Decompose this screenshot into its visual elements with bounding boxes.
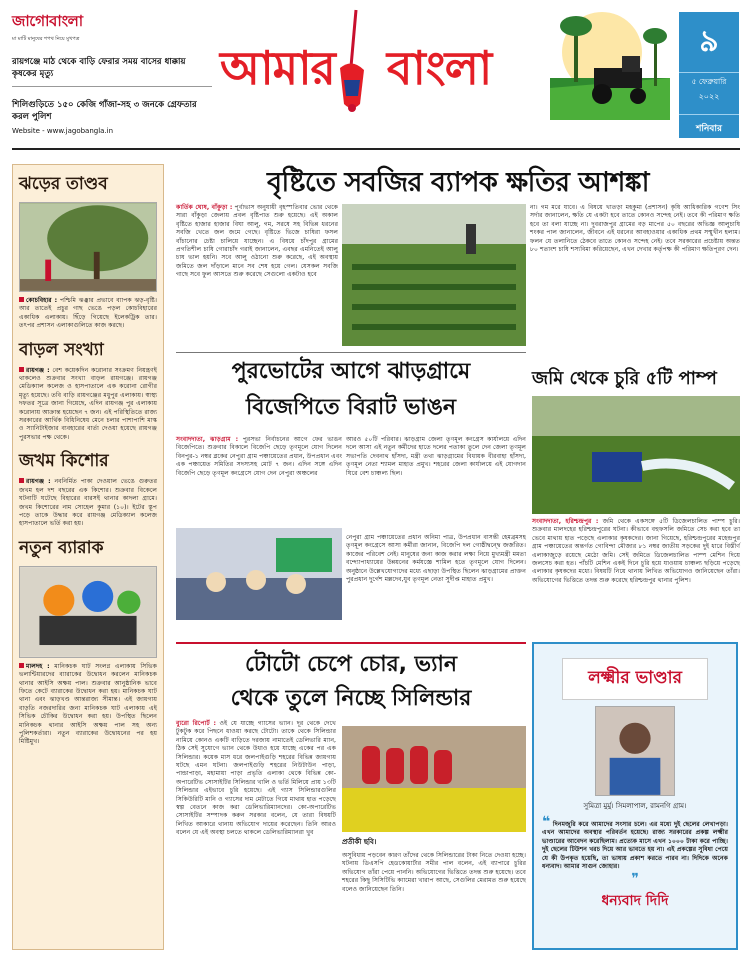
brief-title: নতুন ব্যারাক	[19, 537, 104, 558]
byline: সংবাদদাতা, হরিশ্চন্দ্রপুর :	[532, 518, 599, 525]
story3-photo	[532, 396, 740, 514]
thanks-text: ধন্যবাদ দিদি	[601, 893, 669, 910]
lead-headline[interactable]: বৃষ্টিতে সবজির ব্যাপক ক্ষতির আশঙ্কা	[266, 167, 650, 198]
story4-col-b: অসুবিধায় পড়বেন কারণ তাঁদের থেকে সিলিন্ডারের টাকা নিতে দেওয়া হচ্ছে। ঘটনায় ডিএসপি হেডকোয়ার্টার সমীর পাল বলেন, এই ব্যাপারে চুরির অভিযোগ তাঁরা পেয়ে পাননি। অভিযোগের ভিত্তিতে তদন্ত শুরু হয়েছে। তবে শহরের কিছু সিসিটিভি ক্যামেরা খারাপ আছে, সেগুলির মেরামত শুরু হয়েছে বলেও জানিয়েছেন তিনি।	[342, 852, 526, 893]
brief-body: রায়গঞ্জ : নবনির্মিত পাকা দেওয়াল ভেঙে গুরুতর জখম হল দশ বছরের এক কিশোর। শুক্রবার বিকেলে ঘটনাটি ঘটেছে বিহারের বারসই থানার কাদলা গ্রামে। জখম কিশোরের নাম সোহেল কুমার (১০)। ইটের স্তূপ পড়ে তাকে উদ্ধার করে রায়গঞ্জ মেডিক্যাল কলেজ হাসপাতালে ভর্তি করা হয়।	[19, 478, 157, 528]
issue-number: ৯	[699, 24, 719, 59]
brief-body: কোচবিহার : পশ্চিমি ঝঞ্ঝার প্রভাবে ব্যাপক ঝড়-বৃষ্টি। আর তাতেই প্রচুর গাছ ভেঙে পড়ল কোচবিহারের একাধিক এলাকায়। ছিঁড়ে গিয়েছে ইলেকট্রিক তার। তৎপর প্রশাসন এলাকাগুলিতে কাজ করছে।	[19, 297, 158, 330]
byline: সংবাদদাতা, ঝাড়গ্রাম :	[176, 436, 239, 443]
story2-photo	[176, 528, 342, 620]
brief-photo	[19, 202, 157, 292]
lead-photo	[342, 204, 526, 346]
brand-tagline: মা মাটি মানুষের শপথ নিয়ে মুখপত্র	[12, 36, 80, 42]
divider	[176, 642, 526, 644]
woman-portrait	[595, 706, 675, 796]
issue-date: ৫ ফেব্রুয়ারি	[679, 72, 739, 89]
brief-body: রায়গঞ্জ : বেশ কয়েকদিন করোনার সংক্রমণ নিয়ন্ত্রণই থাকলেও শুক্রবার সংখ্যা বাড়ল রায়গঞ্জে। রায়গঞ্জ মেডিক্যাল কলেজ ও হাসপাতালে এক করোনা রোগীর মৃত্যু হয়েছে। তবি বাড়ি রায়গঞ্জের মধুপুর এলাকায়। স্বাস্থ্য দফতর সূত্রে জানা গিয়েছে, এদিন রায়গঞ্জ পুর এলাকায় করোনায় আক্রান্ত হয়েছেন ৭ জন। এই পরিস্থিতিতে রাজ্য সরকারের আর্থিক বিধিনিষেধ মেনে চলার পাশাপাশি মাস্ক ও স্যানিটাইজার ব্যবহারের বার্তা দেওয়া হয়েছে রায়গঞ্জ পুরসভার পক্ষ থেকে।	[19, 366, 157, 441]
issue-year: ২০২২	[698, 92, 720, 101]
story2-col-b: আরও ৫০টি পরিবার। ঝাড়গ্রাম জেলা তৃণমূল কংগ্রেস কার্যালয়ে এদিন দলে আসা এই নতুন কর্মীদের হাতে দলের পতাকা তুলে দেন জেলা তৃণমূল সভাপতি দেবনাথ হাঁসদা, মন্ত্রী তথা ঝাড়গ্রামের বিধায়ক বীরবাহা হাঁসদা, তৃণমূল নেতা শ্যামল মাহাত প্রমুখ। শহরের জেলা কার্যালয়ে এই যোগদান ঘিরে বেশ চাঞ্চল্য ছিল।	[346, 436, 526, 477]
brief-title: ঝড়ের তাণ্ডব	[19, 174, 108, 194]
story2-headline[interactable]: পুরভোটের আগে ঝাড়গ্রামে বিজেপিতে বিরাট ভাঙন	[231, 359, 471, 420]
story3-body: সংবাদদাতা, হরিশ্চন্দ্রপুর : জমি থেকে একসঙ্গে ৫টি ডিজেলচালিত পাম্প চুরি। শুক্রবার মালদহের হরিশ্চন্দ্রপুরের ঘটনা। কীভাবে বহুফসলি জমিতে সেচ করা হবে তা ভেবে মাথায় হাত পড়েছে এলাকার কৃষকদের। জানা গিয়েছে, হরিশ্চন্দ্রপুরের মহেন্দ্রপুর গ্রাম পঞ্চায়েতের অন্তর্গত গোবিন্দা মৌজার ৮১ নম্বর জাতীয় সড়কের দুই ধারে বিস্তীর্ণ এলাকাজুড়ে রয়েছে মেঠো জমি। সেই জমিতে ডিজেলচালিত পাম্প মেশিন দিয়ে জলসেচ করা হত। পাঁচটি মেশিন একই দিনে চুরি হয়ে যাওয়ায় চাঞ্চল্য ছড়িয়ে পড়েছে এলাকার কৃষকদের মধ্যে। বিষয়টি নিয়ে থানায় লিখিত অভিযোগও জানিয়েছেন তাঁরা। অভিযোগের ভিত্তিতে তদন্ত শুরু করেছে হরিশ্চন্দ্রপুর থানার পুলিশ।	[532, 518, 741, 584]
gas-cylinder-icon	[342, 726, 526, 832]
byline: ব্যুরো রিপোর্ট :	[176, 720, 216, 727]
vegetable-field-icon	[342, 204, 526, 346]
story4-col-a: ব্যুরো রিপোর্ট : ওই যে যাচ্ছে গ্যাসের ভ্যান। দূর থেকে দেখে টুকটুক করে পিছনে ধাওয়া করছে টোটো। তাকে থেকে সিলিন্ডার নামিয়ে কোনও একটি বাড়িতে দরজায় নামাতেই ডেলিভারি ম্যান, ঠিক সেই সুযোগে ভ্যান থেকে উধাও হয়ে যাচ্ছে একের পর এক সিলিন্ডার। কয়েক মাস ধরে জলপাইগুড়ি শহরের বিভিন্ন জায়গায় ঘটছে এমন ঘটনা। জলপাইগুড়ি শহরের নিউটাউন পাড়া, পান্ডাপাড়া, মহামায়া পাড়া প্রভৃতি এলাকা থেকে বিভিন্ন কো-অপারেটিভ সোসাইটির সিলিন্ডার খালি ও ভর্তি মিলিয়ে প্রায় ১৩টি সিলিন্ডার এইভাবে চুরি হয়েছে। এই গ্যাস সিলিন্ডারগুলির সিকিউরিটি মানি ও গ্যাসের দাম মেটাতে গিয়ে মাথায় হাত পড়েছে স্বল্প বেতনে কাজ করা ডেলিভারিম্যানদের। কো-অপারেটিভ সোসাইটির সম্পাদক করুন সরকার বলেন, যে তারা বিষয়টি লিখিত আকারে থানায় অভিযোগ দায়ের করেছেন। তিনি আরও বলেন যে এই অবস্থা চলতে থাকলে ডেলিভারিম্যানরা খুব	[176, 720, 336, 837]
date-box	[679, 12, 739, 138]
person-icon	[596, 707, 674, 795]
party-flag-icon	[176, 528, 342, 620]
story2-col-a: সংবাদদাতা, ঝাড়গ্রাম : পুরসভা নির্বাচনের আগে ফের ভাঙন বিজেপিতে। শুক্রবার বিকালে বিজেপি ছেড়ে তৃণমূলে যোগ দিলেন বিনপুর-১ নম্বর ব্লকের নেপুরা গ্রাম পঞ্চায়েতের প্রধান, উপপ্রধান এবং এক পঞ্চায়েত সমিতির সদস্যসহ মোট ৭ জন। এদিন সঙ্গে এদিন বিজেপি ছেড়ে তৃণমূল কংগ্রেসে যোগ দেন নেপুরা অঞ্চলের	[176, 436, 342, 477]
title-left: আমার	[220, 41, 335, 95]
photo-caption: প্রতীকী ছবি।	[342, 838, 377, 846]
water-pump-icon	[532, 396, 740, 514]
brief-body: মালদহ : মানিকচক ঘাট সংলগ্ন এলাকায় সিভিক ভলান্টিয়ারদের ব্যারাকের উদ্বোধন করলেন মানিকচক থানার আইসি অক্ষয় পাল। শুক্রবার আনুষ্ঠানিক ভাবে ফিতে কেটে ব্যারাকের উদ্বোধন করা হয়। মানিকচক ঘাট থানা এবং ঝাড়খণ্ড আন্তরাজ্য সীমান্ত। এই জায়গায় বাড়তি নজরদারির জন্য মানিকচক ঘাট এলাকায় এই সিভিক চৌকির উদ্বোধন করা হয়। উপস্থিত ছিলেন মানিকচক থানার আইসি অক্ষয় পাল সহ অন্য পুলিশকর্তারা। নতুন ব্যারাকের উদ্বোধনের পর হয় মিষ্টিমুখ।	[19, 662, 157, 746]
story3-headline[interactable]: জমি থেকে চুরি ৫টি পাম্প	[532, 368, 717, 389]
lakshmir-bhandar-box	[532, 642, 738, 950]
brief-title: বাড়ল সংখ্যা	[19, 339, 104, 360]
quote-open-icon: ❝	[542, 814, 551, 830]
testimonial-quote: ❝ দিনমজুরি করে আমাদের সংসার চলে। এর মধ্যে দুই ছেলের লেখাপড়া। এখন আমাদের অবস্থার পরিবর্তন হয়েছে। রাজ্য সরকারের প্রকল্প লক্ষ্মীর ভাণ্ডারের আবেদন করেছিলাম। প্রত্যেক মাসে এখন ১০০০ টাকা করে পাচ্ছি। দুই ছেলের টিউশন খরচ দিয়ে আর ভাবতে হয় না। এই প্রকল্পের সুবিধা পেয়ে যে কী উপকৃত হয়েছি, তা ভাষায় প্রকাশ করতে পারব না। দিদিকে অনেক ধন্যবাদ। আমার সাগুন জোহার।	[542, 814, 728, 871]
story2-col-c: নেপুরা গ্রাম পঞ্চায়েতের প্রধান অনিমা পাত্র, উপপ্রধান বাসন্তী হেমব্রমসহ তৃণমূল কংগ্রেসে আসা কর্মীরা জানান, বিজেপি দল গোষ্ঠীদ্বন্দ্বে জর্জরিত। কাজের পরিবেশ নেই। মানুষের জন্য কাজ করার লক্ষ্য নিয়ে মুখ্যমন্ত্রী মমতা বন্দ্যোপাধ্যায়ের উন্নয়নের কর্মযজ্ঞে শামিল হতে তৃণমূলে যোগ দিলেন। অনুষ্ঠানে উল্লেখযোগ্যদের মধ্যে এছাড়া উপস্থিত ছিলেন ঝাড়গ্রামের প্রাক্তন পুরপ্রধান দুর্গেশ মল্লদেব,যুব তৃণমূল নেতা সুদীপ্ত মাহাত প্রমুখ।	[346, 534, 526, 584]
brief-photo	[19, 566, 157, 658]
masthead	[0, 0, 750, 152]
story4-photo	[342, 726, 526, 832]
story1-col-a: কার্তিক ঘোষ, বাঁকুড়া : পূর্বাভাস অনুযায়ী বৃহস্পতিবার ভোর থেকে সারা বাঁকুড়া জেলায় প্রবল বৃষ্টিপাত শুরু হয়েছে। এই অকাল বৃষ্টিতে হাজার হাজার বিঘা আলু, গম, সরষে সহ বিভিন্ন ধরনের সবজি খেতে জল জমে গেছে। বৃষ্টিতে ভিজে চাষিরা ফসল বাঁচানোর চেষ্টা চালিয়ে যাচ্ছেন। এ বিষয়ে চাঁদপুর গ্রামের প্রগতিশীল চাষি গোরাচাঁদ গরাই জানালেন, এবছর এমনিতেই আলু চাষ ভাল হয়নি। সবে আলু ওঠানো শুরু করেছে, এই অবস্থায় জমিতে জল দাঁড়ালে মানে সব শেষ হয়ে গেল। যেসকল সবজি গাছে সবে ফুল আসতে শুরু করেছে সেগুলো একটাও হবে	[176, 204, 339, 279]
balloons-icon	[20, 567, 156, 657]
teaser-headline[interactable]: শিলিগুড়িতে ১৫০ কেজি গাঁজা-সহ ৩ জনকে গ্রেফতার করল পুলিশ	[12, 100, 197, 122]
lakshmir-bhandar-title: লক্ষ্মীর ভাণ্ডার	[562, 658, 708, 700]
story4-headline[interactable]: টোটো চেপে চোর, ভ্যান থেকে তুলে নিচ্ছে সিলিন্ডার	[230, 652, 472, 711]
teaser-headline[interactable]: রায়গঞ্জে মাঠ থেকে বাড়ি ফেরার সময় বাসের ধাক্কায় কৃষকের মৃত্যু	[12, 57, 186, 79]
brand-logo: জাগোবাংলা	[12, 12, 83, 30]
brief-title: জখম কিশোর	[19, 451, 109, 472]
title-right: বাংলা	[386, 41, 492, 95]
issue-weekday: শনিবার	[679, 114, 739, 136]
header-divider	[12, 148, 740, 150]
divider	[176, 352, 526, 353]
byline: কার্তিক ঘোষ, বাঁকুড়া :	[176, 204, 233, 211]
masthead-left	[12, 10, 212, 135]
person-name: সুমিত্রা মুর্মু। সিমলাপাল, রামনগি গ্রাম।	[583, 802, 687, 810]
website-link[interactable]: Website - www.jagobangla.in	[12, 127, 114, 135]
tractor-illustration	[530, 8, 674, 120]
story1-col-b: না। গম মরে যাবে। এ বিষয়ে খাতড়া মহকুমা (প্রশাসন) কৃষি আধিকারিক গণেশ সিং সর্দার জানালেন, ক্ষতি যে একটা হবে তাতে কোনও সন্দেহ নেই। তবে কী পরিমাণ ক্ষতি হবে তা বলা যাচ্ছে না। দুবরাজপুর গ্রামের বড় মাপের ৫০ বছরের অভিজ্ঞ আলুচাষি শংকর পাল জানালেন, জীবনে এই ধরনের আবহাওয়ার একাধিক প্রথম সম্মুখীন হলাম। ফলন যে তলানিতে ঠেকবে তাতে কোনও সন্দেহ নেই। তবে সরকারের প্রচেষ্টায় অন্তত ৮০ শতাংশ চাষি শস্যবিমা করিয়েছেন, এখন দেখার কর্তৃপক্ষ কী পরিমাণ ক্ষতিপূরণ দেন।	[530, 204, 740, 254]
sidebar-briefs	[12, 164, 164, 950]
tree-storm-icon	[20, 203, 156, 291]
quote-close-icon: ❞	[631, 871, 639, 888]
ektara-icon	[332, 8, 372, 118]
